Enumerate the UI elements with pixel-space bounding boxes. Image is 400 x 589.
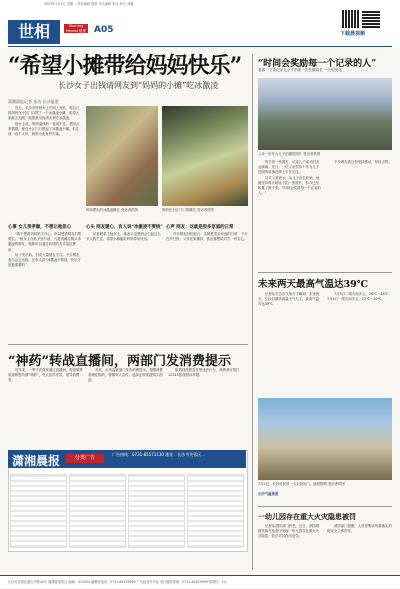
right-paragraph: 每天拍一张照片，记录儿子成长的点点滴滴。近日，一位父亲坚持十年为儿子拍照的故事在网上引发关注。 [258, 160, 320, 175]
stall-entrance-photo [162, 106, 248, 206]
second-column-3 [168, 368, 248, 446]
fire-paragraph: 记者从消防部门获悉，近日，消防救援机构在检查中发现一幼儿园存在重大火灾隐患，依法对其作出处罚。 [258, 524, 320, 539]
lead-column-1 [8, 106, 82, 204]
story-divider [258, 506, 392, 507]
right-paragraph: 这位父亲表示，从儿子出生开始，他就坚持每天给孩子拍一张照片，如今已经积累了数千张。“时间会奖励每一个记录的人。” [258, 175, 321, 196]
second-column-1 [8, 368, 84, 446]
right-headline: “时间会奖励每一个记录的人” [258, 59, 377, 69]
family-photo-grid [258, 78, 392, 150]
fire-paragraph: 消防部门提醒，人员密集场所要落实消防安全主体责任。 [327, 524, 392, 534]
lead-column-3 [86, 232, 162, 340]
lead-headline: “希望小摊带给妈妈快乐” [8, 53, 242, 79]
second-paragraph: 对此，市场监管部门发布消费提示，提醒消费者理性购药，警惕夸大宣传，选择正规渠道购买药品。 [88, 368, 163, 383]
download-label: 下载晨视频 [340, 31, 366, 37]
second-column-2 [88, 368, 164, 446]
masthead-rule [8, 46, 392, 47]
ad-listings-grid [10, 474, 244, 548]
photo-caption: 妈妈摆出的冰激凌摊位 受访者供图 [86, 208, 138, 212]
story-divider [8, 344, 248, 345]
newspaper-logo: Morning Herald 晨报 [65, 24, 87, 33]
weather-column-1 [258, 292, 322, 392]
right-subhead: 看着一父亲记录儿子十岁领一天长期成长 一天的变化 [258, 68, 342, 72]
qr-code-icon [342, 10, 360, 28]
weather-photo-caption: 7月2日，长沙市民冒一大太阳出门，遮阳防晒 受访者供图 [258, 482, 345, 486]
right-column-1 [258, 160, 322, 270]
lead-section-head-1: 心事 女儿很孝顺，不想让她担心 [8, 225, 71, 230]
right-photo-caption: 父亲一年年为儿子拍摄的照片 受访者供图 [258, 152, 321, 156]
lead-section-head-3: 心声 网友：这就是很多家庭的日常 [166, 225, 234, 230]
second-paragraph: 如遇到虚假宣传等违法行为，消费者可拨打12315热线投诉举报。 [168, 368, 240, 378]
ice-cream-stall-photo [86, 106, 158, 206]
column-divider [252, 54, 253, 570]
weather-column-2 [327, 292, 392, 392]
ad-listing [69, 474, 126, 548]
weather-paragraph: 记者从长沙市气象台了解到，未来两天，长沙以晴热高温天气为主，最高气温可达39℃。 [258, 292, 320, 307]
weather-paragraph: 7月3日：晴天间多云，26℃～38℃；7月4日：晴天间多云，27℃～39℃。 [327, 292, 392, 302]
ad-listing [10, 474, 67, 548]
weather-table-title: 长沙气温预报 [258, 492, 279, 496]
lead-paragraph: 记者联系上杨女士，她表示没想到会引起这么多人的关注，希望小摊能给妈妈带来快乐。 [86, 232, 161, 242]
lead-byline: 潇湘晨报记者 张洁 长沙报道 [8, 99, 59, 104]
lead-paragraph: 近日，长沙市民杨女士在网上发帖，称自己的妈妈在小区门口摆了一个冰激凌小摊，希望大家能去光顾，她愿意出钱请大家吃冰激凌。 [8, 106, 80, 121]
second-paragraph: 近年来，一些不法商家通过直播间、短视频等渠道销售所谓“神药”，夸大宣传疗效，误导消费者。 [8, 368, 83, 383]
page-code: A05 [94, 25, 114, 35]
beach-crowd-photo [258, 398, 392, 480]
lead-paragraph: “我不想看到妈妈不开心，所以想请网友们帮帮忙。”杨女士在帖子里写道，凡是到摊位购买冰激凌的网友，她都可以通过转账的方式返还费用。 [8, 232, 82, 252]
lead-paragraph: 帖子发出后，引来大量网友关注。不少网友表示会去光顾，还有人说“冰激凌不要钱，快乐才是最重要的”。 [8, 252, 81, 268]
ad-listing [187, 474, 244, 548]
story-divider [258, 272, 392, 273]
footer: 长沙市芙蓉区韶山中路40号 湘潭客报报社 邮编：410004 编辑部电话：0731-84329999 广告经营许可证 发行服务热线：0731-84329999 零售价：1元 [0, 575, 400, 588]
lead-paragraph: 杨女士说，妈妈退休后一直闲不住，想找点事情做，便在小区门口摆起了冰激凌小摊。但生意一直不太好，妈妈为此有些失落。 [8, 121, 80, 137]
weather-headline: 未来两天最高气温达39℃ [258, 279, 369, 290]
fire-column-1 [258, 524, 322, 572]
ad-tag: 分类广告 [66, 454, 104, 463]
second-headline: “神药”转战直播间，两部门发消费提示 [8, 354, 231, 369]
right-column-2 [327, 160, 392, 270]
right-paragraph: 不少网友被这份坚持感动，纷纷点赞。 [334, 160, 392, 164]
photo-caption: 妈妈在小区门口的摊位 受访者供图 [162, 208, 214, 212]
ad-contact: 广告热线：0731-85571130 地址：长沙市芙蓉区... [112, 452, 206, 457]
ad-listing [128, 474, 185, 548]
fire-column-2 [327, 524, 392, 572]
qr-code-icon-2 [362, 10, 380, 28]
top-info-line: 2023年7月3日 星期一 责任编辑 陈婷 美术编辑 张洁 校对 刘鑫 [44, 2, 134, 6]
section-title: 世相 [8, 20, 60, 44]
lead-column-2 [8, 232, 82, 340]
lead-section-head-2: 心头 网友暖心，有人说“冰激凌不要钱” [86, 225, 163, 230]
lead-column-4 [166, 232, 248, 340]
ad-title: 潇湘晨报 [12, 454, 61, 468]
lead-paragraph: 许多网友纷纷留言：这就是很多家庭的日常，子女在外打拼，父母在家操持，彼此都想给对方一份安心。 [166, 232, 248, 242]
lead-subhead: 长沙女子出钱请网友到“妈妈的小摊”吃冰激凌 [58, 81, 219, 90]
fire-headline: 一幼儿园存在重大火灾隐患被罚 [258, 512, 356, 521]
